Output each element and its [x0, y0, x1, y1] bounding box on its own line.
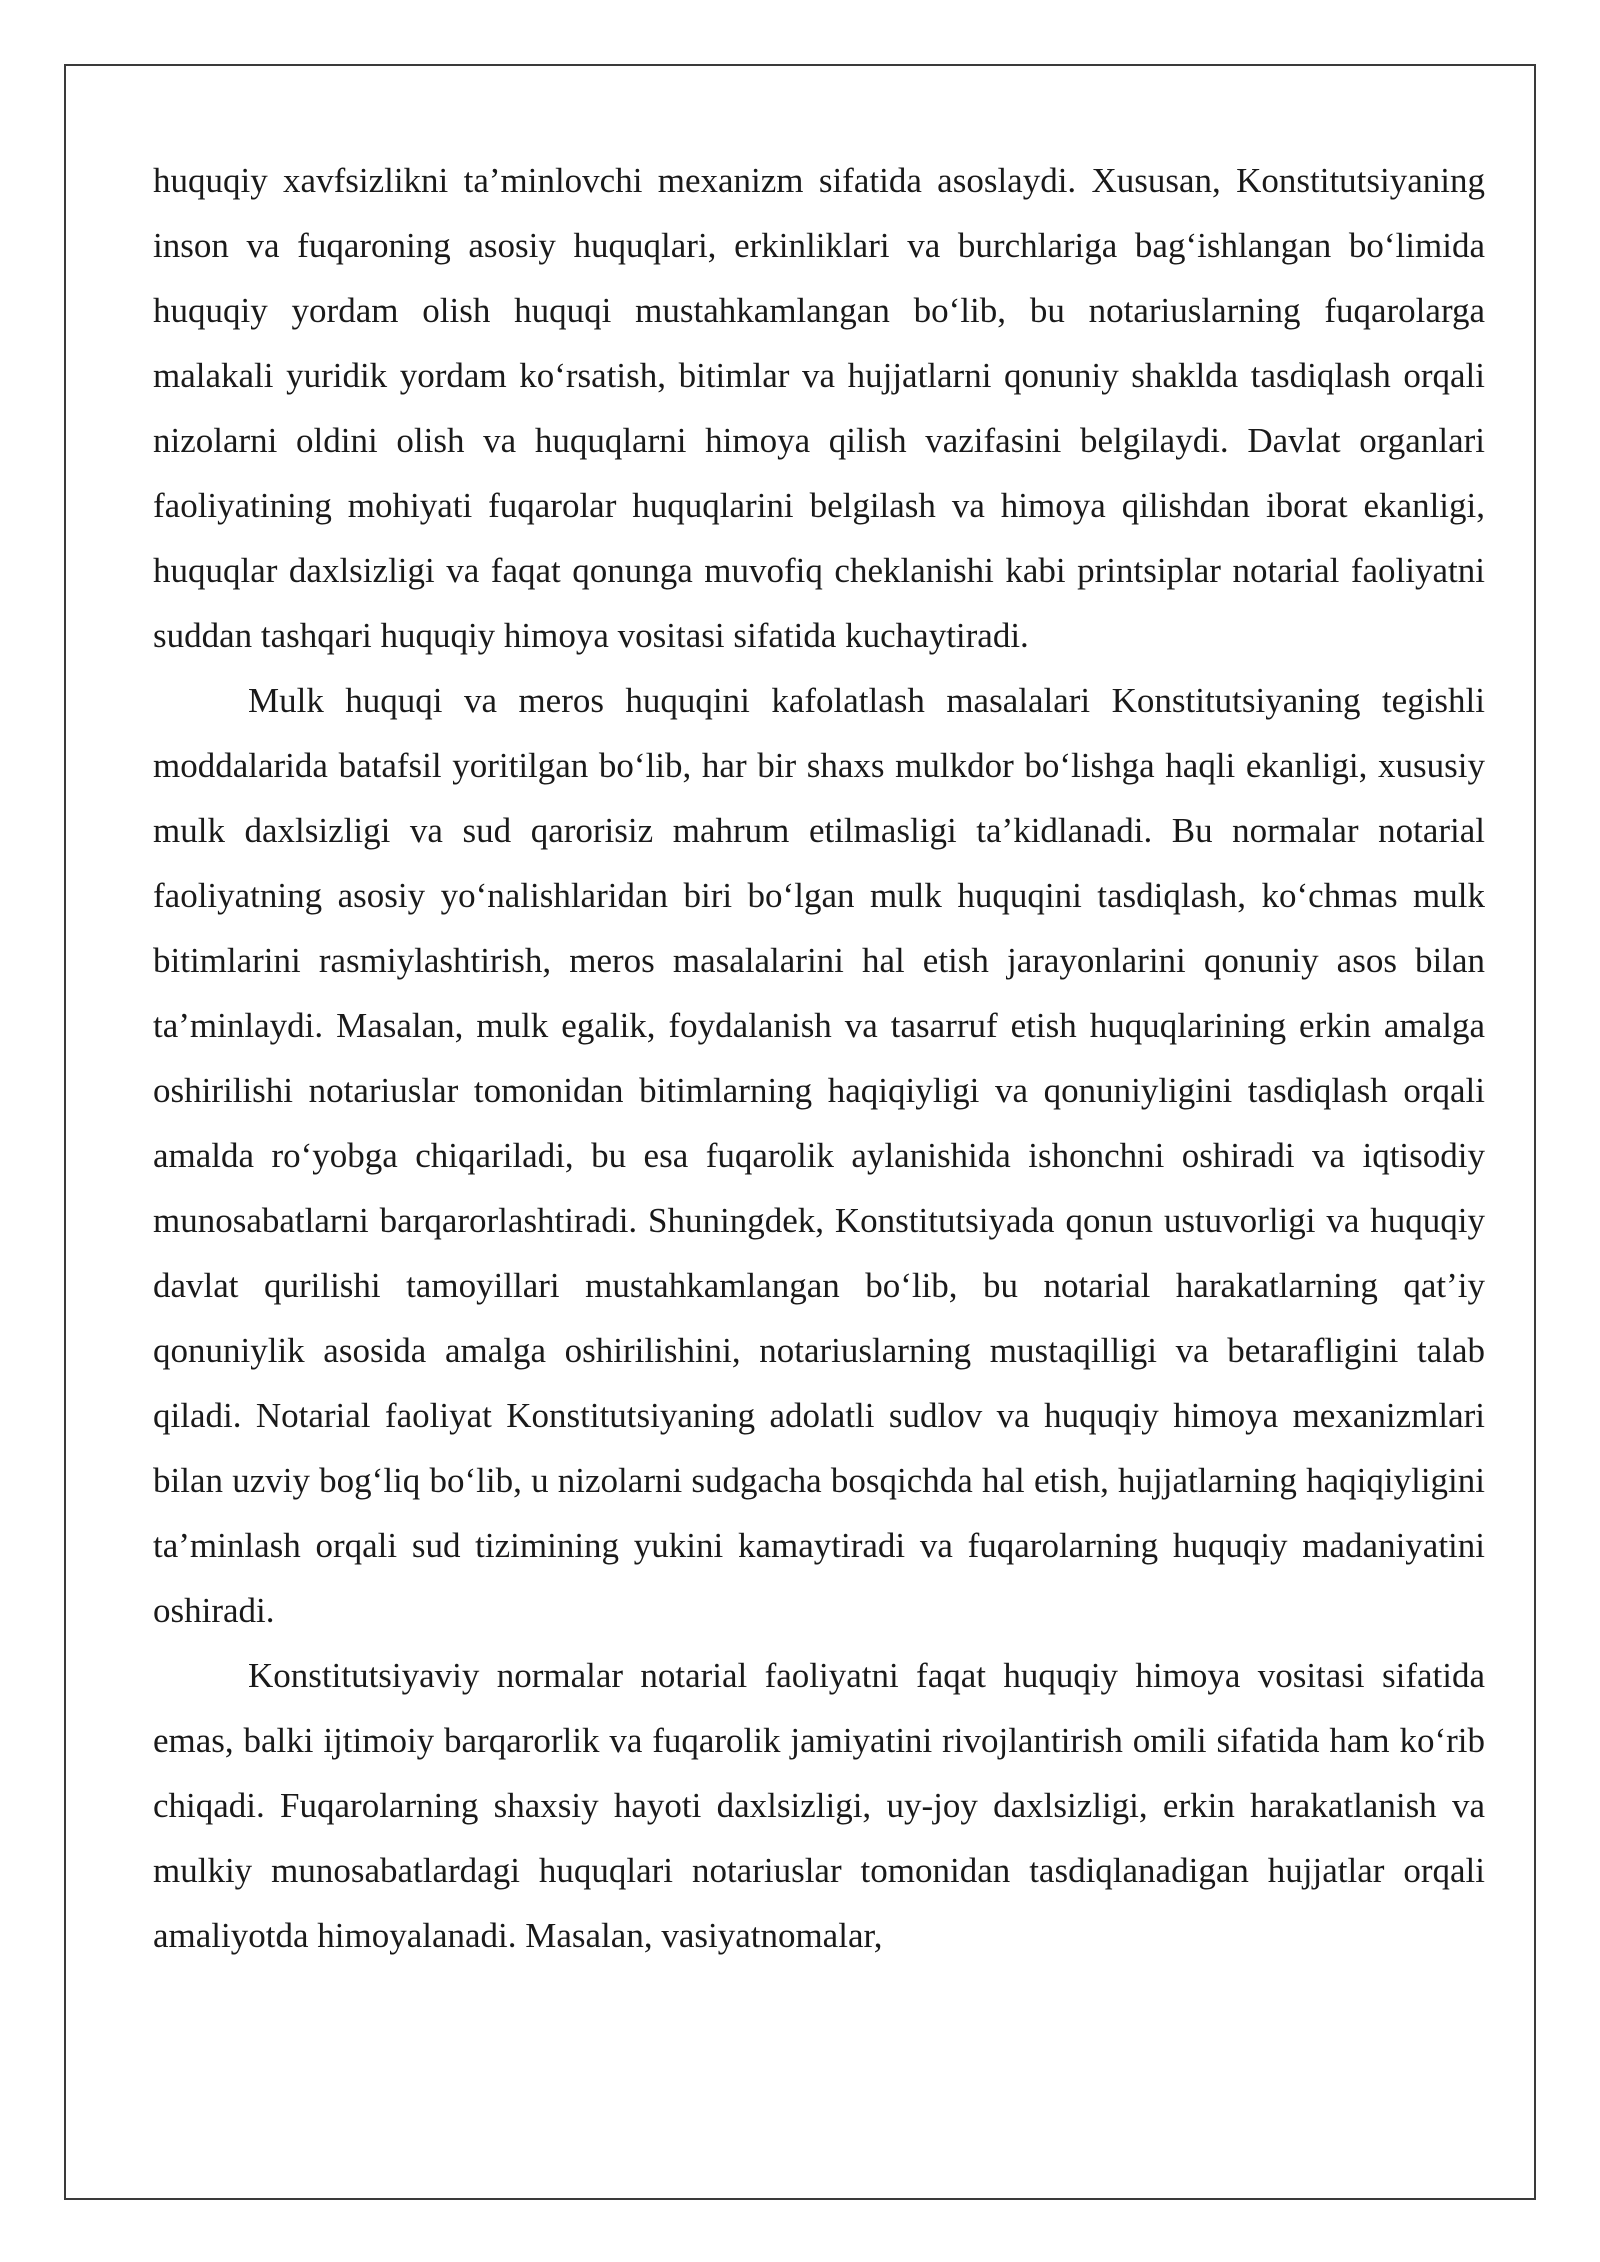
- paragraph-property-rights: Mulk huquqi va meros huquqini kafolatlash masalalari Konstitutsiyaning tegishli moddalarida batafsil yoritilgan bo‘lib, har bir shaxs mulkdor bo‘lishga haqli ekanligi, xususiy mulk daxlsizligi va sud qarorisiz mahrum etilmasligi ta’kidlanadi. Bu normalar notarial faoliyatning asosiy yo‘nalishlaridan biri bo‘lgan mulk huquqini tasdiqlash, ko‘chmas mulk bitimlarini rasmiylashtirish, meros masalalarini hal etish jarayonlarini qonuniy asos bilan ta’minlaydi. Masalan, mulk egalik, foydalanish va tasarruf etish huquqlarining erkin amalga oshirilishi notariuslar tomonidan bitimlarning haqiqiyligi va qonuniyligini tasdiqlash orqali amalda ro‘yobga chiqariladi, bu esa fuqarolik aylanishida ishonchni oshiradi va iqtisodiy munosabatlarni barqarorlashtiradi. Shuningdek, Konstitutsiyada qonun ustuvorligi va huquqiy davlat qurilishi tamoyillari mustahkamlangan bo‘lib, bu notarial harakatlarning qat’iy qonuniylik asosida amalga oshirilishini, notariuslarning mustaqilligi va betarafligini talab qiladi. Notarial faoliyat Konstitutsiyaning adolatli sudlov va huquqiy himoya mexanizmlari bilan uzviy bog‘liq bo‘lib, u nizolarni sudgacha bosqichda hal etish, hujjatlarning haqiqiyligini ta’minlash orqali sud tizimining yukini kamaytiradi va fuqarolarning huquqiy madaniyatini oshiradi.: [153, 681, 1485, 1630]
- paragraph-constitutional-norms: Konstitutsiyaviy normalar notarial faoliyatni faqat huquqiy himoya vositasi sifatida emas, balki ijtimoiy barqarorlik va fuqarolik jamiyatini rivojlantirish omili sifatida ham ko‘rib chiqadi. Fuqarolarning shaxsiy hayoti daxlsizligi, uy-joy daxlsizligi, erkin harakatlanish va mulkiy munosabatlardagi huquqlari notariuslar tomonidan tasdiqlanadigan hujjatlar orqali amaliyotda himoyalanadi. Masalan, vasiyatnomalar,: [153, 1656, 1485, 1955]
- document-body: [153, 148, 1485, 1968]
- paragraph-continuation: huquqiy xavfsizlikni ta’minlovchi mexanizm sifatida asoslaydi. Xususan, Konstitutsiyaning inson va fuqaroning asosiy huquqlari, erkinliklari va burchlariga bag‘ishlangan bo‘limida huquqiy yordam olish huquqi mustahkamlangan bo‘lib, bu notariuslarning fuqarolarga malakali yuridik yordam ko‘rsatish, bitimlar va hujjatlarni qonuniy shaklda tasdiqlash orqali nizolarni oldini olish va huquqlarni himoya qilish vazifasini belgilaydi. Davlat organlari faoliyatining mohiyati fuqarolar huquqlarini belgilash va himoya qilishdan iborat ekanligi, huquqlar daxlsizligi va faqat qonunga muvofiq cheklanishi kabi printsiplar notarial faoliyatni suddan tashqari huquqiy himoya vositasi sifatida kuchaytiradi.: [153, 161, 1485, 655]
